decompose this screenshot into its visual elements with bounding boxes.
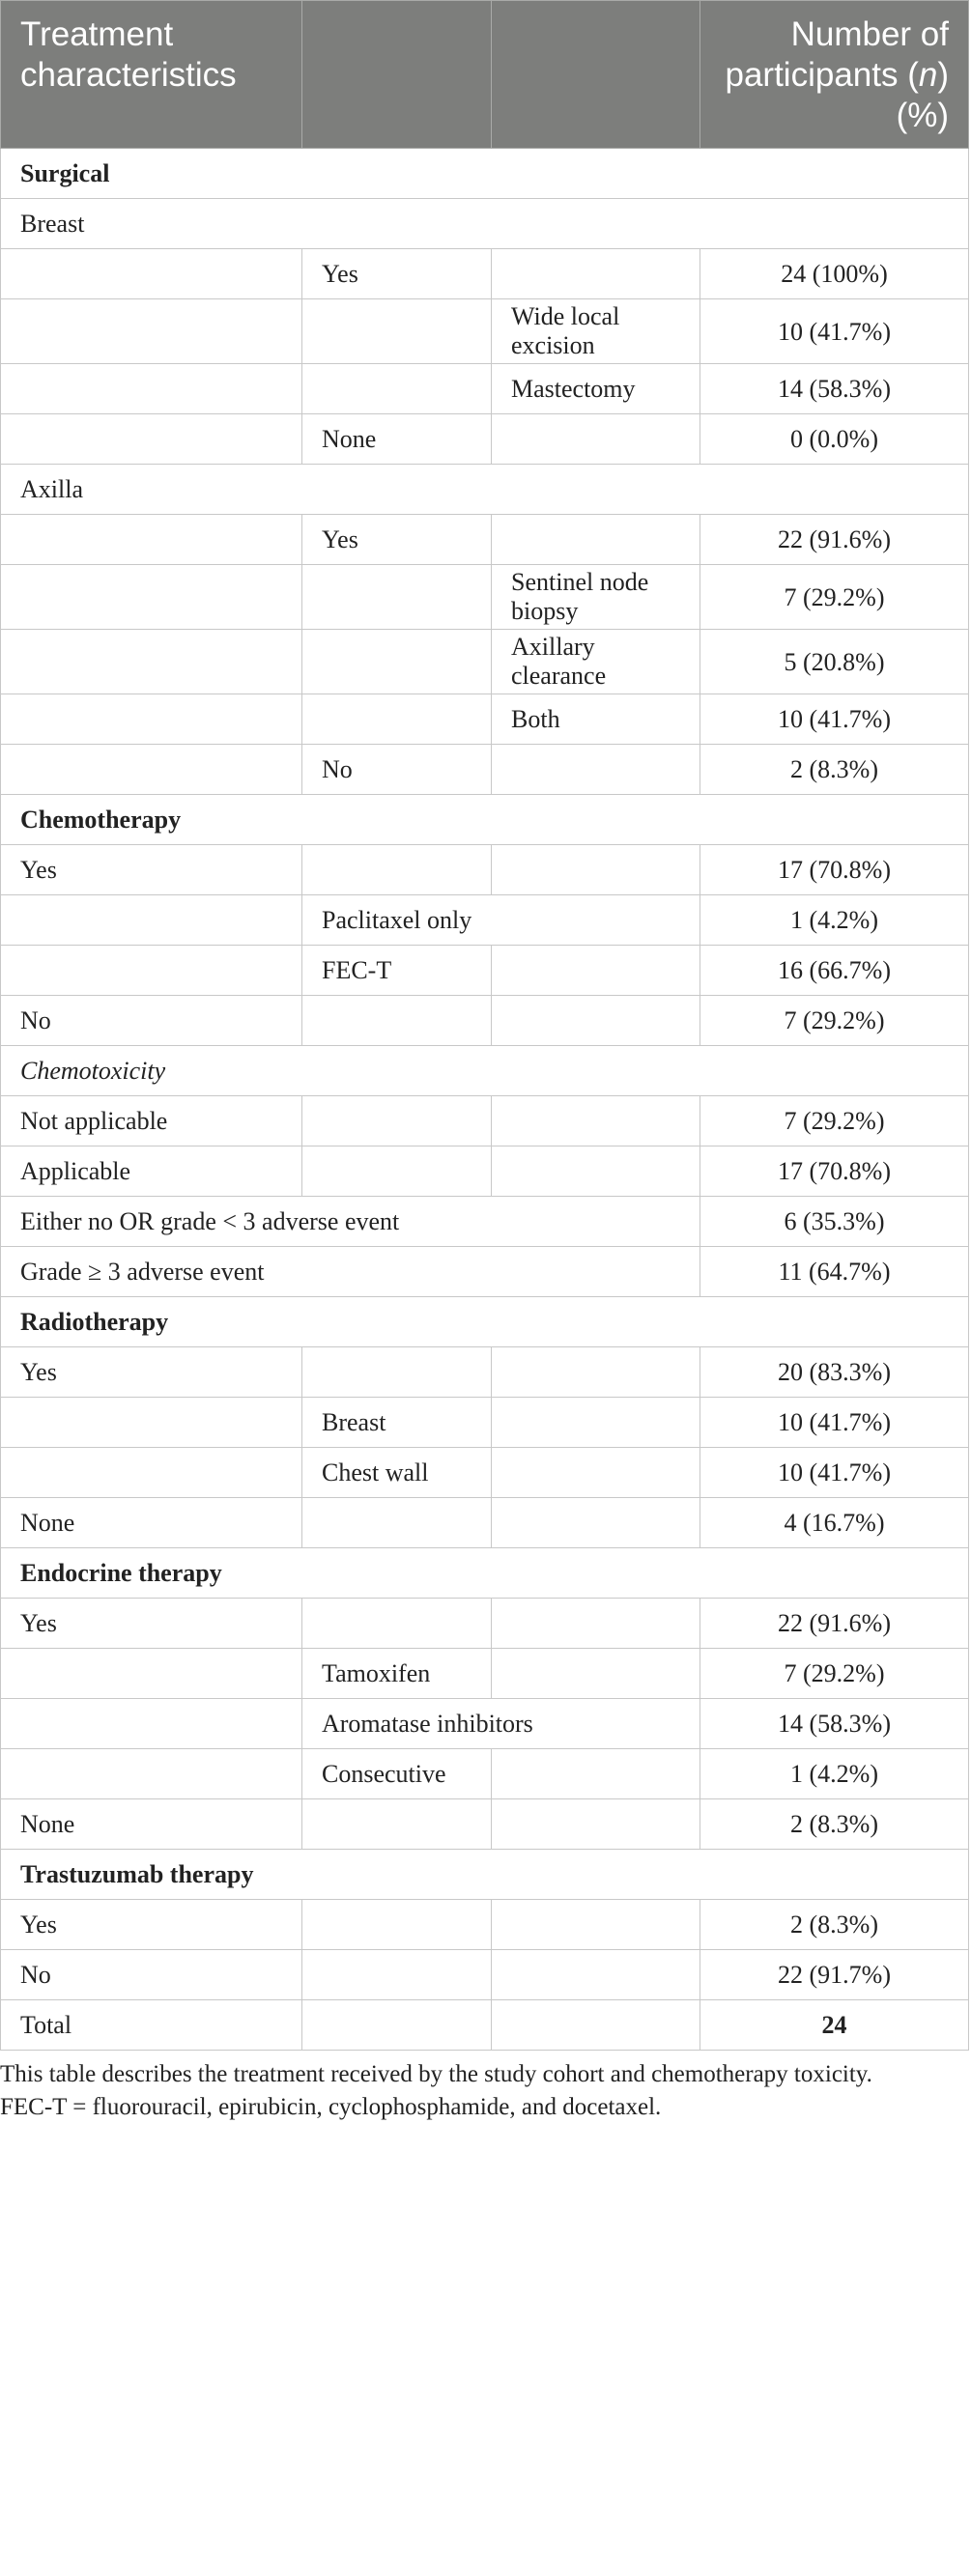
row-value: 2 (8.3%) [700, 1900, 969, 1950]
row-value: 14 (58.3%) [700, 364, 969, 414]
table-row [1, 745, 969, 795]
table-row [1, 1247, 969, 1297]
row-label: Applicable [1, 1146, 302, 1197]
footnote-line: This table describes the treatment received by the study cohort and chemotherapy toxicity. [0, 2061, 872, 2087]
row-value: 14 (58.3%) [700, 1699, 969, 1749]
table-row [1, 630, 969, 694]
row-value: 22 (91.6%) [700, 1599, 969, 1649]
table-row [1, 2000, 969, 2051]
row-value: 10 (41.7%) [700, 694, 969, 745]
row-value: 10 (41.7%) [700, 1448, 969, 1498]
row-label: None [302, 414, 492, 465]
row-label: Aromatase inhibitors [302, 1699, 700, 1749]
row-label: Yes [1, 845, 302, 895]
row-label: Breast [1, 199, 969, 249]
table-row [1, 1096, 969, 1146]
section-radiotherapy: Radiotherapy [1, 1297, 969, 1347]
row-label: Consecutive [302, 1749, 492, 1799]
row-value: 22 (91.6%) [700, 515, 969, 565]
row-value: 7 (29.2%) [700, 1096, 969, 1146]
row-label: Yes [302, 515, 492, 565]
row-label: Both [492, 694, 700, 745]
row-label: Breast [302, 1398, 492, 1448]
row-label: FEC-T [302, 946, 492, 996]
header-empty [302, 1, 492, 149]
table-row [1, 795, 969, 845]
row-value: 17 (70.8%) [700, 1146, 969, 1197]
row-label: Paclitaxel only [302, 895, 700, 946]
table-row [1, 465, 969, 515]
table-row [1, 414, 969, 465]
section-endocrine-therapy: Endocrine therapy [1, 1548, 969, 1599]
table-row [1, 1900, 969, 1950]
row-value: 2 (8.3%) [700, 745, 969, 795]
table-header-row [1, 1, 969, 149]
table-row [1, 1599, 969, 1649]
row-value: 1 (4.2%) [700, 895, 969, 946]
table-row [1, 1297, 969, 1347]
table-row [1, 694, 969, 745]
row-value: 22 (91.7%) [700, 1950, 969, 2000]
table-row [1, 1398, 969, 1448]
table-row [1, 1548, 969, 1599]
row-value: 7 (29.2%) [700, 1649, 969, 1699]
row-value: 6 (35.3%) [700, 1197, 969, 1247]
row-value: 10 (41.7%) [700, 299, 969, 364]
section-chemotherapy: Chemotherapy [1, 795, 969, 845]
row-label: Yes [302, 249, 492, 299]
table-row [1, 249, 969, 299]
row-label: Tamoxifen [302, 1649, 492, 1699]
header-number-of-participants: Number of participants (n) (%) [700, 1, 969, 149]
subsection-chemotoxicity: Chemotoxicity [1, 1046, 969, 1096]
row-label: No [302, 745, 492, 795]
row-label: Axillary clearance [492, 630, 700, 694]
row-label: None [1, 1799, 302, 1850]
row-label: No [1, 996, 302, 1046]
row-value: 16 (66.7%) [700, 946, 969, 996]
table-row [1, 199, 969, 249]
row-value: 5 (20.8%) [700, 630, 969, 694]
row-value: 10 (41.7%) [700, 1398, 969, 1448]
table-row [1, 996, 969, 1046]
table-row [1, 364, 969, 414]
row-label: Mastectomy [492, 364, 700, 414]
row-label: Either no OR grade < 3 adverse event [1, 1197, 700, 1247]
row-label: No [1, 1950, 302, 2000]
table-row [1, 1448, 969, 1498]
row-value: 4 (16.7%) [700, 1498, 969, 1548]
row-label-total: Total [1, 2000, 302, 2051]
row-value-total: 24 [700, 2000, 969, 2051]
row-value: 0 (0.0%) [700, 414, 969, 465]
table-row [1, 1699, 969, 1749]
footnote-line: FEC-T = fluorouracil, epirubicin, cyclophosphamide, and docetaxel. [0, 2094, 662, 2120]
row-label: Not applicable [1, 1096, 302, 1146]
section-trastuzumab-therapy: Trastuzumab therapy [1, 1850, 969, 1900]
row-label: Yes [1, 1599, 302, 1649]
table-row [1, 565, 969, 630]
table-row [1, 299, 969, 364]
row-value: 24 (100%) [700, 249, 969, 299]
row-label: Yes [1, 1900, 302, 1950]
table-row [1, 1749, 969, 1799]
row-label: Sentinel node biopsy [492, 565, 700, 630]
table-row [1, 946, 969, 996]
table-row [1, 149, 969, 199]
table-row [1, 1850, 969, 1900]
table-footnote [0, 2058, 971, 2124]
row-label: Axilla [1, 465, 969, 515]
row-value: 7 (29.2%) [700, 996, 969, 1046]
table-row [1, 1799, 969, 1850]
table-row [1, 1197, 969, 1247]
row-value: 1 (4.2%) [700, 1749, 969, 1799]
table-row [1, 1498, 969, 1548]
table-row [1, 895, 969, 946]
row-value: 11 (64.7%) [700, 1247, 969, 1297]
table-row [1, 1649, 969, 1699]
section-surgical: Surgical [1, 149, 969, 199]
header-treatment-characteristics: Treatment characteristics [1, 1, 302, 149]
row-value: 17 (70.8%) [700, 845, 969, 895]
row-value: 2 (8.3%) [700, 1799, 969, 1850]
table-row [1, 515, 969, 565]
row-value: 20 (83.3%) [700, 1347, 969, 1398]
table-row [1, 845, 969, 895]
row-label: Chest wall [302, 1448, 492, 1498]
table-row [1, 1146, 969, 1197]
row-label: Grade ≥ 3 adverse event [1, 1247, 700, 1297]
table-row [1, 1347, 969, 1398]
table-row [1, 1950, 969, 2000]
table-row [1, 1046, 969, 1096]
header-empty [492, 1, 700, 149]
row-label: Wide local excision [492, 299, 700, 364]
row-value: 7 (29.2%) [700, 565, 969, 630]
row-label: Yes [1, 1347, 302, 1398]
row-label: None [1, 1498, 302, 1548]
